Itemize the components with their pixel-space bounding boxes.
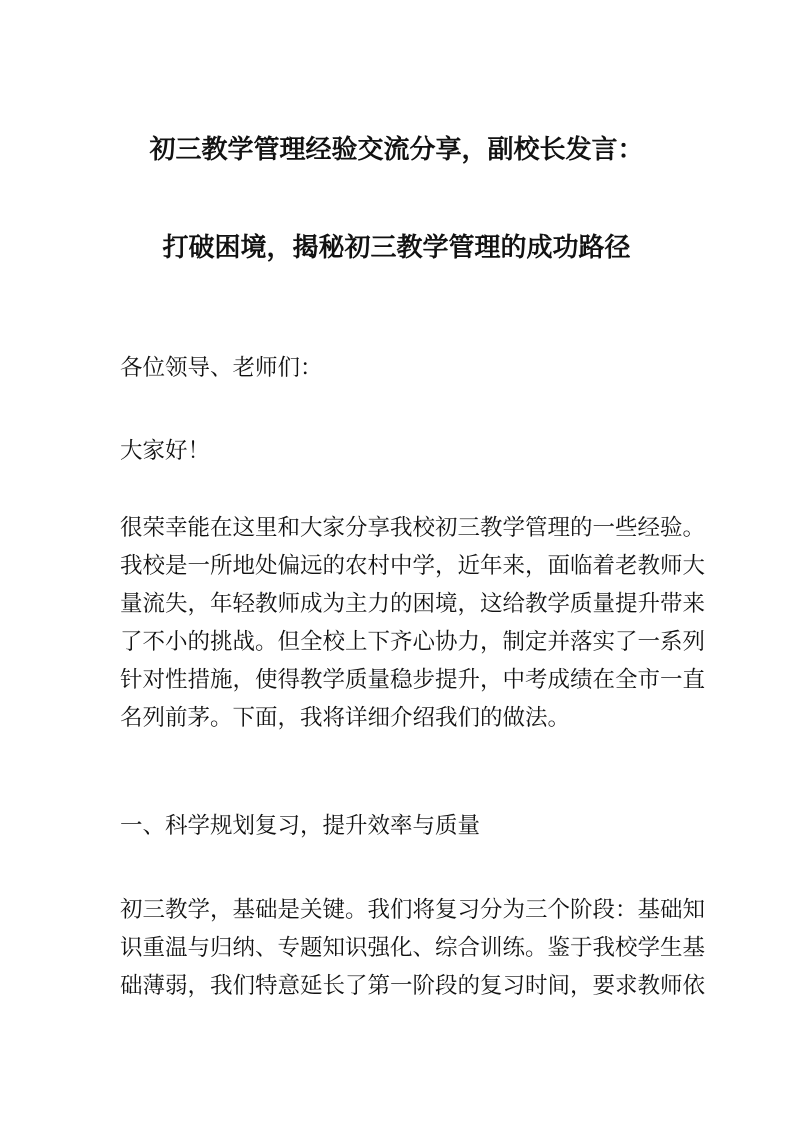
section-heading: 一、科学规划复习，提升效率与质量 [120, 813, 481, 839]
paragraph-line: 础薄弱，我们特意延长了第一阶段的复习时间，要求教师依 [120, 973, 706, 999]
paragraph-line: 了不小的挑战。但全校上下齐心协力，制定并落实了一系列 [120, 629, 706, 655]
paragraph-line: 针对性措施，使得教学质量稳步提升，中考成绩在全市一直 [120, 667, 706, 693]
paragraph-line: 名列前茅。下面，我将详细介绍我们的做法。 [120, 705, 571, 731]
title-line-1: 初三教学管理经验交流分享，副校长发言： [149, 135, 644, 165]
paragraph-line: 量流失，年轻教师成为主力的困境，这给教学质量提升带来 [120, 591, 706, 617]
salutation: 各位领导、老师们： [120, 355, 323, 381]
paragraph-line: 很荣幸能在这里和大家分享我校初三教学管理的一些经验。 [120, 515, 706, 541]
greeting: 大家好！ [120, 438, 211, 464]
title-line-2: 打破困境，揭秘初三教学管理的成功路径 [162, 233, 631, 263]
paragraph-line: 我校是一所地处偏远的农村中学，近年来，面临着老教师大 [120, 553, 706, 579]
paragraph-line: 识重温与归纳、专题知识强化、综合训练。鉴于我校学生基 [120, 935, 706, 961]
paragraph-line: 初三教学，基础是关键。我们将复习分为三个阶段：基础知 [120, 897, 706, 923]
